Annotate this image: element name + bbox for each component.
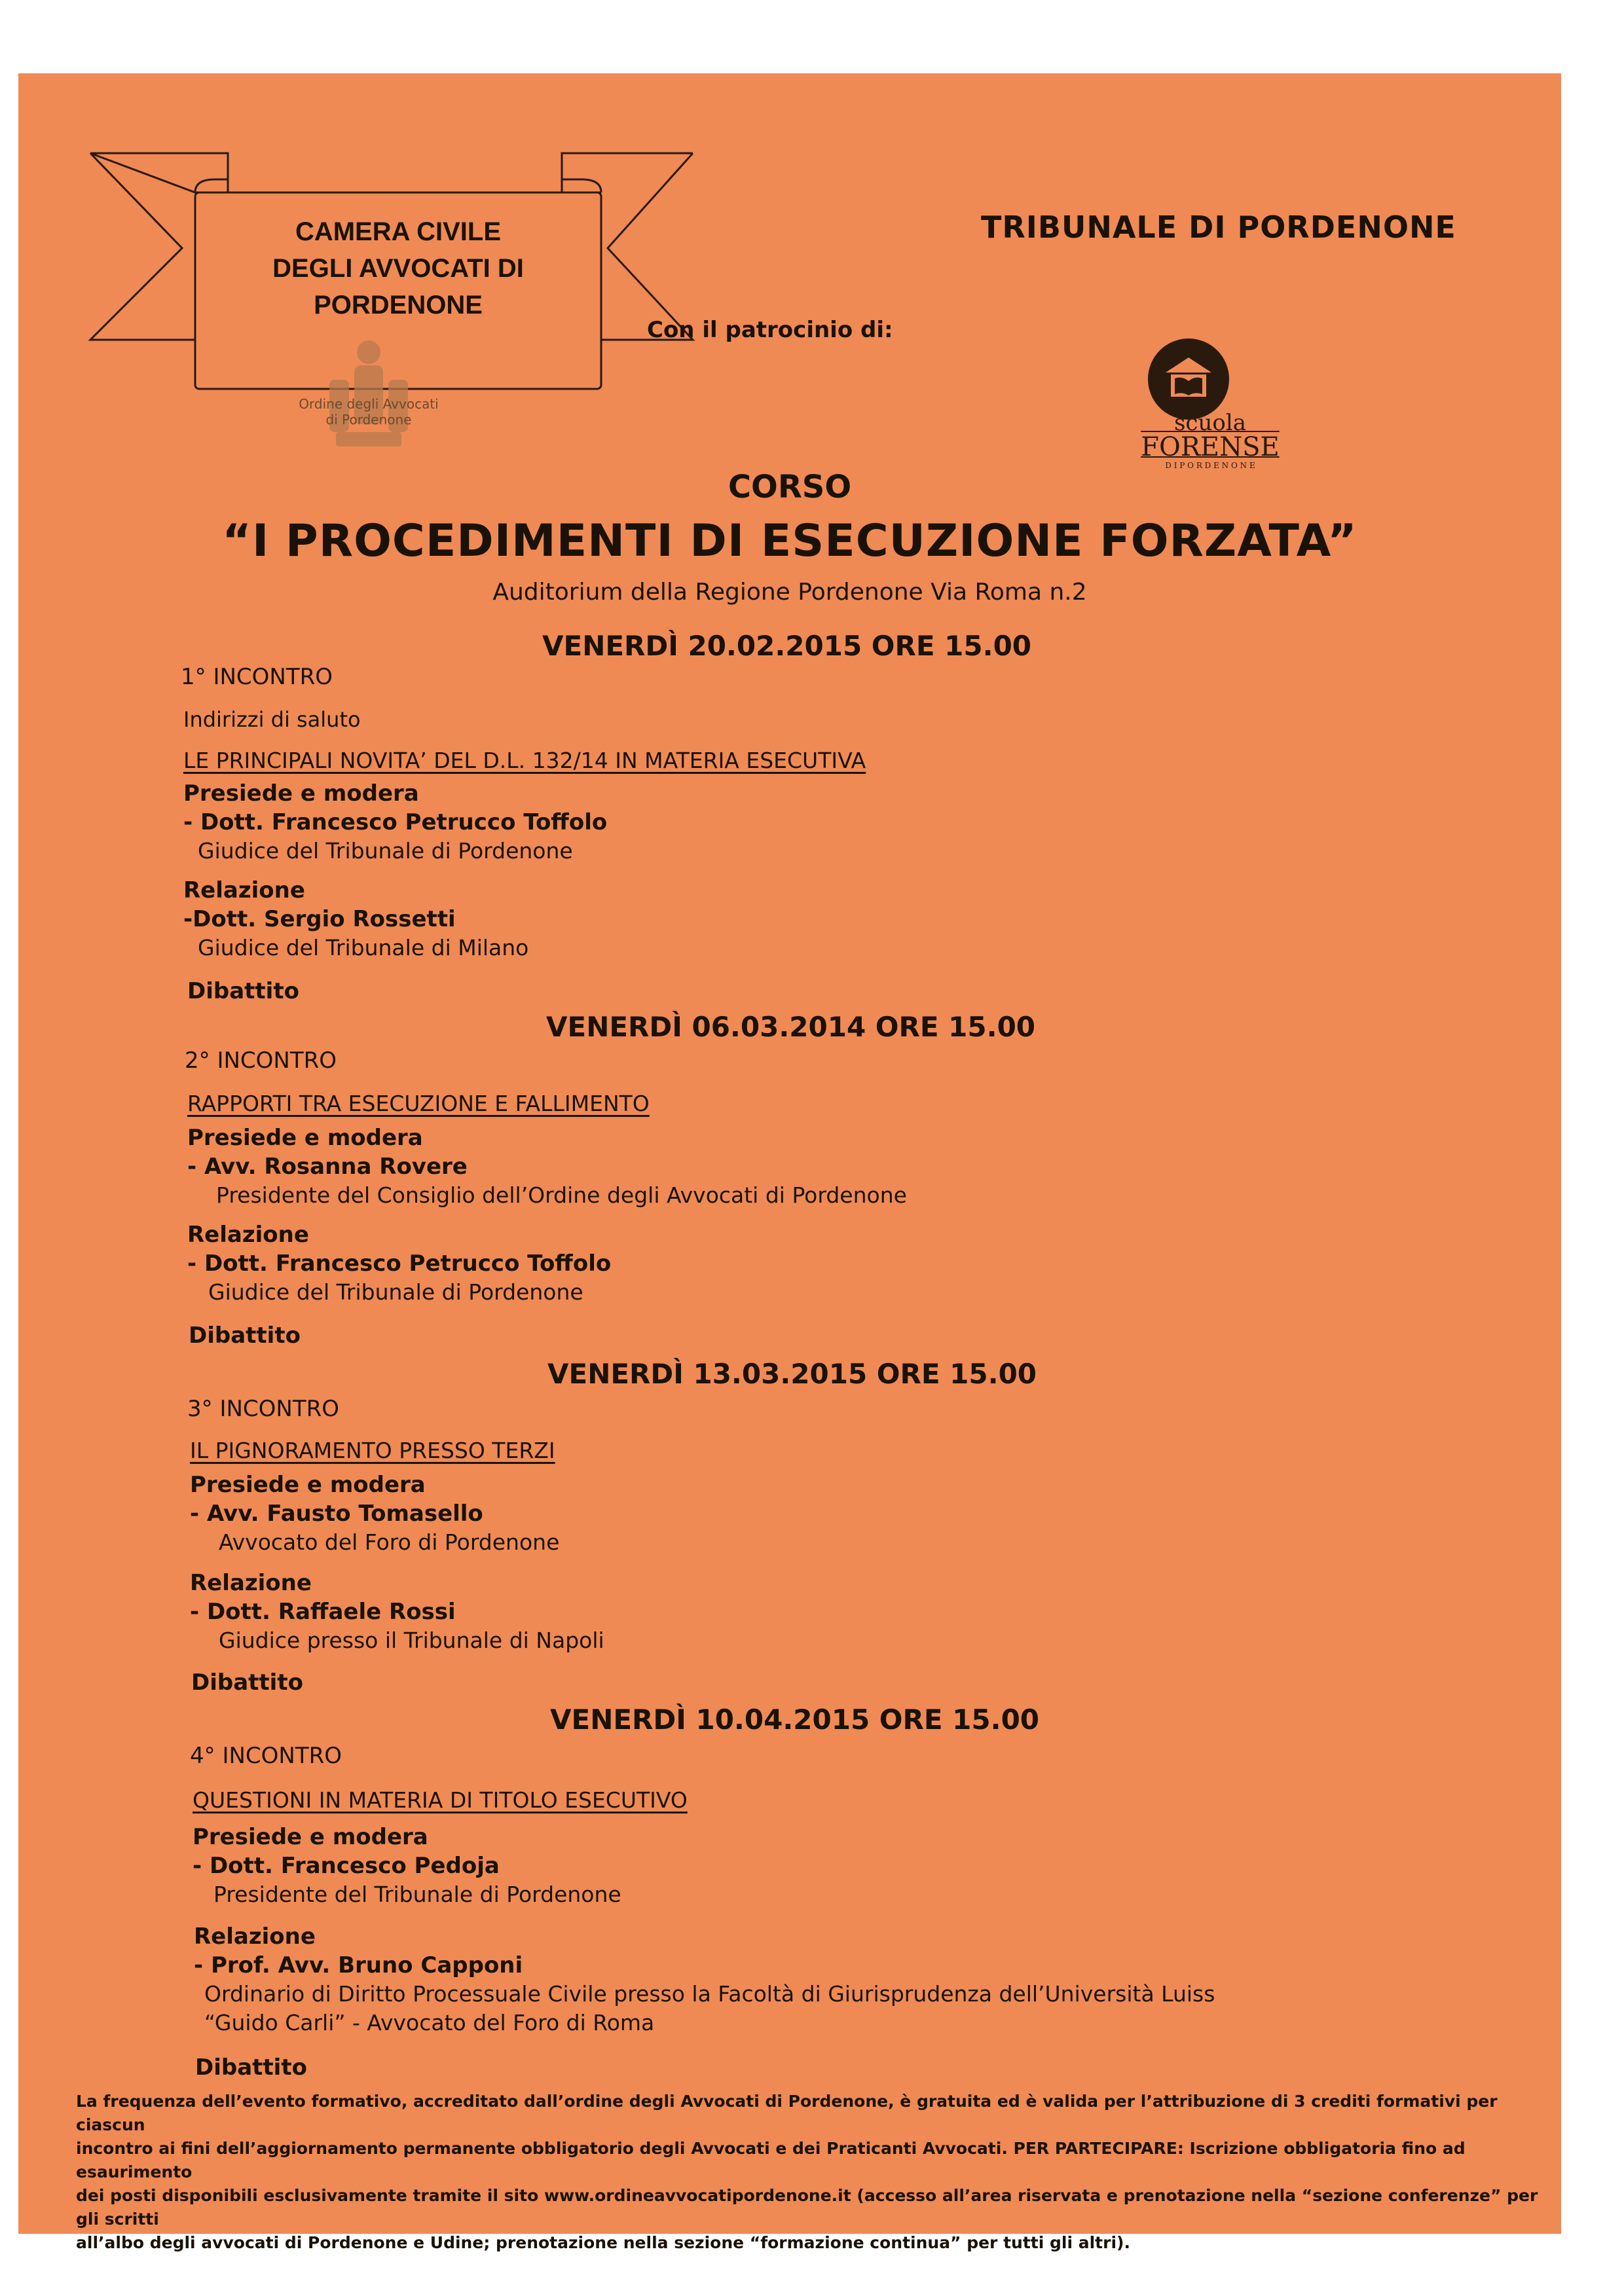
session-1-speaker-label: Relazione	[183, 877, 305, 903]
scuola-forense-text	[1132, 412, 1289, 471]
ordine-logo-text	[280, 396, 457, 428]
footer-line-4: all’albo degli avvocati di Pordenone e Udine; prenotazione nella sezione “formazione continua” per tutti gli altri).	[76, 2233, 1130, 2252]
session-3-speaker-name: - Dott. Raffaele Rossi	[190, 1599, 456, 1625]
session-2-chair-role: Presidente del Consiglio dell’Ordine degli Avvocati di Pordenone	[216, 1182, 907, 1208]
session-1-intro: Indirizzi di saluto	[183, 707, 361, 732]
session-1-speaker-role: Giudice del Tribunale di Milano	[198, 935, 529, 960]
session-2-chair-name: - Avv. Rosanna Rovere	[187, 1154, 468, 1180]
session-4-speaker-role-2: “Guido Carli” - Avvocato del Foro di Roma	[204, 2010, 655, 2035]
session-4-number: 4° INCONTRO	[190, 1743, 342, 1769]
session-3-topic: IL PIGNORAMENTO PRESSO TERZI	[190, 1438, 555, 1463]
session-1-date: VENERDÌ 20.02.2015 ORE 15.00	[542, 630, 1032, 662]
session-3-speaker-role: Giudice presso il Tribunale di Napoli	[219, 1628, 604, 1653]
session-2-debate: Dibattito	[189, 1322, 301, 1349]
session-3-debate: Dibattito	[191, 1669, 303, 1696]
session-3-speaker-label: Relazione	[190, 1570, 312, 1596]
session-1-speaker-name: -Dott. Sergio Rossetti	[183, 906, 456, 932]
session-4-date: VENERDÌ 10.04.2015 ORE 15.00	[550, 1704, 1040, 1736]
session-4-debate: Dibattito	[195, 2054, 307, 2081]
di-pordenone-small: D I P O R D E N O N E	[1165, 461, 1255, 470]
footer-line-1: La frequenza dell’evento formativo, accreditato dall’ordine degli Avvocati di Pordenone, è gratuita ed è valida per l’attribuzione di 3 crediti formativi per ciascun	[76, 2092, 1498, 2134]
session-1-chair-label: Presiede e modera	[183, 780, 419, 807]
session-4-speaker-name: - Prof. Avv. Bruno Capponi	[194, 1952, 523, 1978]
footer-notice	[76, 2090, 1543, 2255]
scuola-word: scuola	[1173, 410, 1246, 436]
tribunale-title: TRIBUNALE DI PORDENONE	[981, 210, 1456, 245]
session-1-number: 1° INCONTRO	[181, 664, 333, 690]
forense-word: FORENSE	[1141, 432, 1280, 462]
footer-line-3: dei posti disponibili esclusivamente tramite il sito www.ordineavvocatipordenone.it (accesso all’area riservata e prenotazione nella “sezione conferenze” per gli scritti	[76, 2186, 1538, 2229]
ordine-avvocati-logo	[316, 334, 421, 452]
session-2-number: 2° INCONTRO	[185, 1048, 337, 1074]
flyer-sheet	[18, 73, 1561, 2252]
session-3-number: 3° INCONTRO	[187, 1396, 339, 1422]
session-2-speaker-name: - Dott. Francesco Petrucco Toffolo	[187, 1250, 612, 1277]
ribbon-line-3: PORDENONE	[314, 291, 483, 319]
session-2-topic: RAPPORTI TRA ESECUZIONE E FALLIMENTO	[187, 1091, 650, 1116]
ribbon-line-2: DEGLI AVVOCATI DI	[272, 254, 524, 283]
session-2-speaker-label: Relazione	[187, 1222, 309, 1248]
course-venue: Auditorium della Regione Pordenone Via Roma n.2	[492, 579, 1087, 606]
session-3-chair-name: - Avv. Fausto Tomasello	[190, 1501, 483, 1527]
patrocinio-label: Con il patrocinio di:	[647, 317, 893, 343]
session-4-chair-name: - Dott. Francesco Pedoja	[193, 1853, 500, 1879]
session-4-speaker-label: Relazione	[194, 1923, 316, 1950]
session-3-chair-label: Presiede e modera	[190, 1472, 426, 1498]
session-4-topic: QUESTIONI IN MATERIA DI TITOLO ESECUTIVO	[193, 1787, 688, 1813]
session-4-chair-label: Presiede e modera	[193, 1824, 428, 1850]
session-2-speaker-role: Giudice del Tribunale di Pordenone	[208, 1279, 583, 1305]
session-2-date: VENERDÌ 06.03.2014 ORE 15.00	[546, 1011, 1036, 1043]
course-label: CORSO	[728, 469, 852, 505]
ordine-logo-line-1: Ordine degli Avvocati	[299, 396, 439, 412]
scuola-forense-icon	[1146, 337, 1231, 422]
footer-line-2: incontro ai fini dell’aggiornamento permanente obbligatorio degli Avvocati e dei Praticanti Avvocati. PER PARTECIPARE: Iscrizione obbligatoria fino ad esaurimento	[76, 2139, 1466, 2181]
session-3-chair-role: Avvocato del Foro di Pordenone	[219, 1529, 560, 1555]
ribbon-title	[215, 213, 581, 323]
ordine-logo-line-2: di Pordenone	[325, 412, 412, 428]
session-1-chair-role: Giudice del Tribunale di Pordenone	[198, 838, 573, 864]
session-1-debate: Dibattito	[187, 978, 299, 1004]
session-1-topic: LE PRINCIPALI NOVITA’ DEL D.L. 132/14 IN MATERIA ESECUTIVA	[183, 748, 866, 773]
session-4-speaker-role-1: Ordinario di Diritto Processuale Civile presso la Facoltà di Giurisprudenza dell’Università Luiss	[204, 1981, 1215, 2007]
session-1-chair-name: - Dott. Francesco Petrucco Toffolo	[183, 809, 608, 835]
course-title: “I PROCEDIMENTI DI ESECUZIONE FORZATA”	[222, 515, 1357, 567]
session-3-date: VENERDÌ 13.03.2015 ORE 15.00	[547, 1358, 1037, 1390]
session-4-chair-role: Presidente del Tribunale di Pordenone	[213, 1882, 621, 1907]
session-2-chair-label: Presiede e modera	[187, 1125, 423, 1151]
ribbon-line-1: CAMERA CIVILE	[295, 217, 502, 246]
